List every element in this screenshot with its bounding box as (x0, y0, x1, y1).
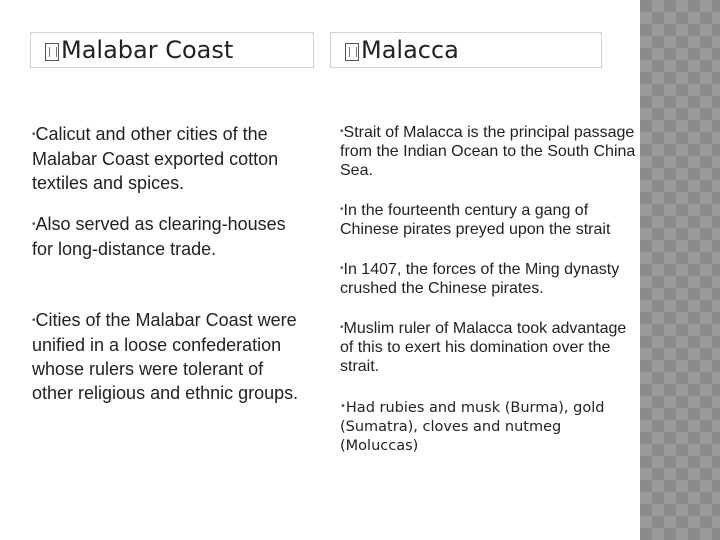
bullet-icon: • (340, 263, 344, 274)
left-bullet-text: Cities of the Malabar Coast were unified in a loose confederation whose rulers were tolerant of other religious and ethnic groups. (32, 310, 299, 403)
left-bullet-text: Also served as clearing-houses for long-distance trade. (32, 214, 286, 259)
left-bullet-3 (32, 308, 304, 405)
right-bullet-3 (340, 259, 640, 298)
left-bullet-text: Calicut and other cities of the Malabar Coast exported cotton textiles and spices. (32, 124, 279, 193)
placeholder-glyph-icon (345, 43, 359, 61)
right-bullet-2 (340, 200, 640, 239)
bullet-icon: • (32, 315, 36, 326)
left-bullet-2 (32, 212, 304, 261)
left-column-header (30, 32, 314, 68)
bullet-icon: • (340, 204, 344, 215)
bullet-icon: • (340, 126, 344, 137)
right-bullet-text: Strait of Malacca is the principal passage from the Indian Ocean to the South China Sea. (340, 124, 636, 179)
decorative-side-strip (640, 0, 720, 540)
right-bullet-text: In the fourteenth century a gang of Chinese pirates preyed upon the strait (340, 202, 611, 238)
right-bullet-4 (340, 318, 640, 376)
placeholder-glyph-icon (45, 43, 59, 61)
left-column-title: Malabar Coast (61, 36, 234, 64)
right-bullet-text: In 1407, the forces of the Ming dynasty crushed the Chinese pirates. (340, 261, 620, 297)
right-column-header (330, 32, 602, 68)
right-column-title: Malacca (361, 36, 459, 64)
bullet-icon: • (32, 129, 36, 140)
right-bullet-5 (340, 397, 640, 456)
right-bullet-text: Muslim ruler of Malacca took advantage of this to exert his domination over the strait. (340, 320, 627, 375)
left-bullet-1 (32, 122, 304, 195)
bullet-icon: • (340, 401, 346, 412)
right-bullet-1 (340, 122, 640, 180)
bullet-icon: • (32, 219, 36, 230)
bullet-icon: • (340, 322, 344, 333)
right-bullet-text: Had rubies and musk (Burma), gold (Sumatra), cloves and nutmeg (Moluccas) (340, 400, 605, 454)
